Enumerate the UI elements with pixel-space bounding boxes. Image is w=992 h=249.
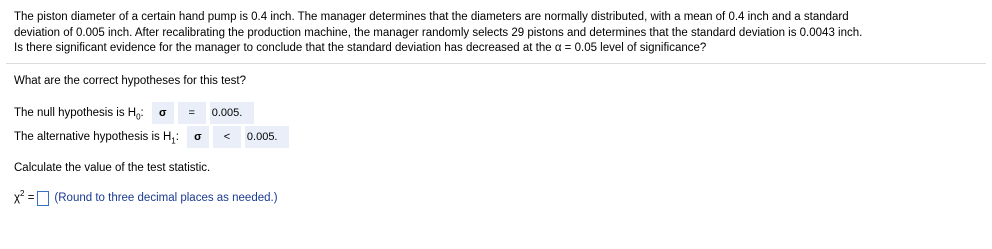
section-divider xyxy=(6,63,986,64)
alternative-value-input[interactable]: 0.005. xyxy=(245,126,289,148)
test-statistic-row xyxy=(14,188,278,208)
chi-square-symbol xyxy=(14,189,35,204)
test-statistic-answer-input[interactable] xyxy=(37,191,49,206)
alternative-operator-select[interactable]: < xyxy=(213,126,241,148)
alternative-hypothesis-row xyxy=(14,126,289,148)
alternative-hypothesis-subscript: 1 xyxy=(171,136,176,146)
problem-line-2: deviation of 0.005 inch. After recalibrating the production machine, the manager randomly selects 29 pistons and determines that the standard deviation is 0.0043 inch. xyxy=(14,26,863,39)
problem-statement xyxy=(14,10,982,57)
problem-line-3: Is there significant evidence for the manager to conclude that the standard deviation has decreased at the α = 0.05 level of significance? xyxy=(14,42,707,54)
hypotheses-question: What are the correct hypotheses for this test? xyxy=(14,75,247,87)
null-operator-select[interactable]: = xyxy=(178,102,206,124)
chi-equals: = xyxy=(24,192,35,204)
null-hypothesis-subscript: 0 xyxy=(136,112,141,122)
alternative-hypothesis-text: The alternative hypothesis is H xyxy=(14,131,172,143)
null-hypothesis-row xyxy=(14,102,254,124)
chi-symbol-text: χ xyxy=(14,192,21,204)
test-statistic-question: Calculate the value of the test statistic. xyxy=(14,162,211,174)
null-hypothesis-text: The null hypothesis is H xyxy=(14,107,137,119)
alternative-parameter-select[interactable]: σ xyxy=(187,126,209,148)
chi-superscript: 2 xyxy=(20,189,25,199)
alternative-hypothesis-label xyxy=(14,131,179,146)
null-hypothesis-colon: : xyxy=(140,107,144,119)
rounding-hint: (Round to three decimal places as needed.) xyxy=(54,192,278,204)
null-parameter-select[interactable]: σ xyxy=(152,102,174,124)
alternative-hypothesis-colon: : xyxy=(175,131,179,143)
null-hypothesis-label xyxy=(14,107,144,122)
null-value-input[interactable]: 0.005. xyxy=(210,102,254,124)
problem-line-1: The piston diameter of a certain hand pump is 0.4 inch. The manager determines that the diameters are normally distributed, with a mean of 0.4 inch and a standard xyxy=(14,11,849,23)
